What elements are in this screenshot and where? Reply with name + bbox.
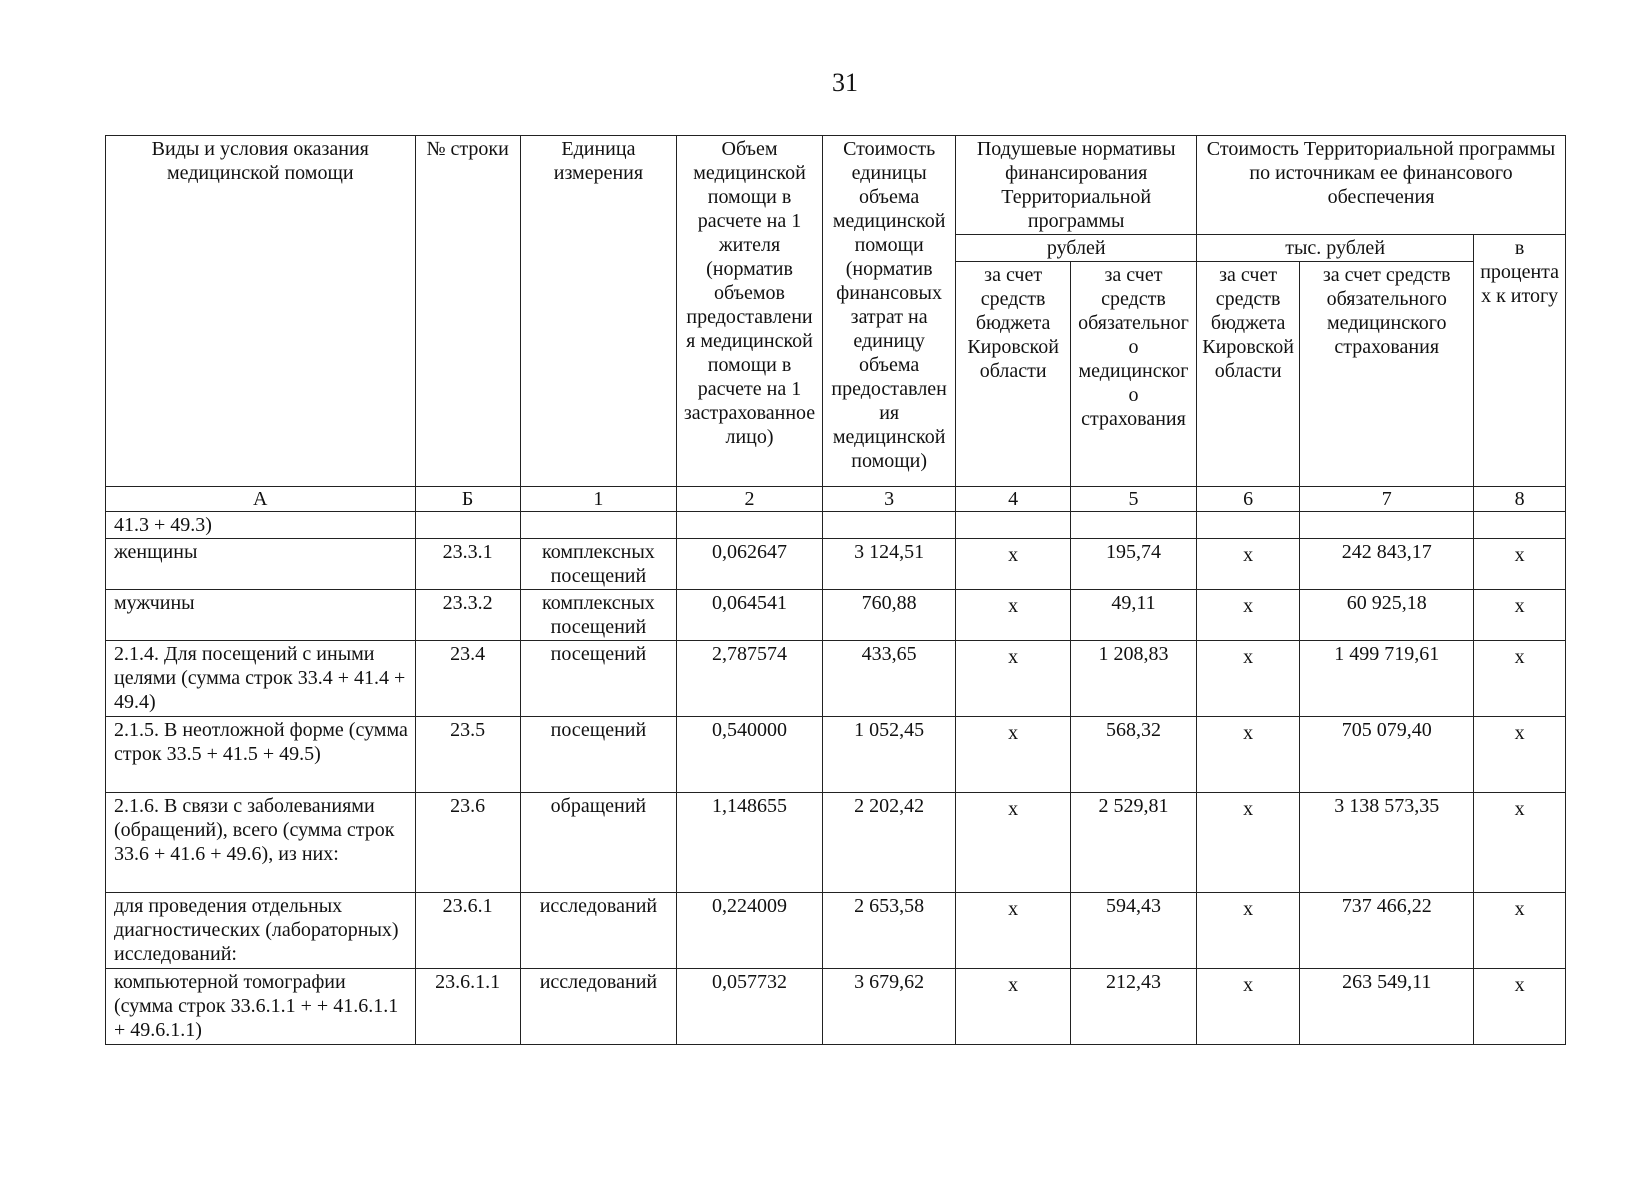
row-percent: х [1474,717,1566,793]
row-label: компьютерной томографии (сумма строк 33.6.1.1 + + 41.6.1.1 + 49.6.1.1) [106,969,416,1045]
row-per-capita-budget: х [956,641,1071,717]
header-per-capita-group: Подушевые нормативы финансирования Территориальной программы [956,136,1197,235]
header-cost-oms: за счет средств обязательного медицинского страхования [1300,262,1474,487]
column-index-row [106,487,1566,512]
row-per-capita-budget: х [956,793,1071,893]
row-per-capita-budget: х [956,969,1071,1045]
row-unit: посещений [520,717,676,793]
row-unit-cost: 760,88 [822,590,955,641]
table-row [106,590,1566,641]
header-unit-cost: Стоимость единицы объема медицинской помощи (норматив финансовых затрат на единицу объема предоставления медицинской помощи) [822,136,955,487]
row-cost-oms: 60 925,18 [1300,590,1474,641]
row-per-capita-oms: 568,32 [1070,717,1196,793]
row-cost-oms: 242 843,17 [1300,539,1474,590]
row-label: 2.1.5. В неотложной форме (сумма строк 33.5 + 41.5 + 49.5) [106,717,416,793]
row-cost-oms: 705 079,40 [1300,717,1474,793]
header-services-type: Виды и условия оказания медицинской помощи [106,136,416,487]
column-index: 8 [1474,487,1566,512]
row-per-capita-oms: 195,74 [1070,539,1196,590]
header-per-capita-regional-budget: за счет средств бюджета Кировской области [956,262,1071,487]
header-unit-rubles: рублей [956,235,1197,262]
row-volume: 2,787574 [677,641,823,717]
row-per-capita-budget: х [956,590,1071,641]
row-per-capita-oms: 49,11 [1070,590,1196,641]
row-cost-oms: 737 466,22 [1300,893,1474,969]
table-row [106,893,1566,969]
row-number: 23.6.1 [415,893,520,969]
row-volume: 0,064541 [677,590,823,641]
row-percent: х [1474,590,1566,641]
column-index: 3 [822,487,955,512]
row-unit: обращений [520,793,676,893]
row-number: 23.3.1 [415,539,520,590]
row-unit: исследований [520,893,676,969]
row-label: мужчины [106,590,416,641]
row-cost-budget: х [1197,793,1300,893]
header-percent-of-total: в процентах к итогу [1474,235,1566,487]
header-unit: Единица измерения [520,136,676,487]
row-cost-oms: 1 499 719,61 [1300,641,1474,717]
header-volume-per-resident: Объем медицинской помощи в расчете на 1 жителя (норматив объемов предоставления медицинской помощи в расчете на 1 застрахованное лицо) [677,136,823,487]
territorial-program-table [105,135,1566,1045]
row-percent: х [1474,539,1566,590]
column-index: Б [415,487,520,512]
row-unit-cost: 2 653,58 [822,893,955,969]
column-index: 1 [520,487,676,512]
row-cost-budget: х [1197,539,1300,590]
column-index: 7 [1300,487,1474,512]
row-unit: комплексных посещений [520,539,676,590]
row-label: 2.1.4. Для посещений с иными целями (сумма строк 33.4 + 41.4 + 49.4) [106,641,416,717]
row-per-capita-oms: 2 529,81 [1070,793,1196,893]
row-number: 23.5 [415,717,520,793]
row-percent: х [1474,969,1566,1045]
header-per-capita-oms: за счет средств обязательного медицинского страхования [1070,262,1196,487]
table-row [106,717,1566,793]
header-cost-regional-budget: за счет средств бюджета Кировской области [1197,262,1300,487]
row-unit: комплексных посещений [520,590,676,641]
row-unit-cost: 2 202,42 [822,793,955,893]
row-per-capita-oms: 1 208,83 [1070,641,1196,717]
row-label: 41.3 + 49.3) [106,512,416,539]
row-percent: х [1474,793,1566,893]
table-row [106,969,1566,1045]
header-unit-thousand-rubles: тыс. рублей [1197,235,1474,262]
row-percent: х [1474,893,1566,969]
header-program-cost-group: Стоимость Территориальной программы по источникам ее финансового обеспечения [1197,136,1566,235]
row-cost-budget: х [1197,893,1300,969]
row-volume: 0,224009 [677,893,823,969]
row-number: 23.6.1.1 [415,969,520,1045]
row-cost-budget: х [1197,969,1300,1045]
row-percent: х [1474,641,1566,717]
row-per-capita-oms: 594,43 [1070,893,1196,969]
row-cost-oms: 263 549,11 [1300,969,1474,1045]
row-label: 2.1.6. В связи с заболеваниями (обращений), всего (сумма строк 33.6 + 41.6 + 49.6), из них: [106,793,416,893]
row-number: 23.3.2 [415,590,520,641]
row-cost-budget: х [1197,641,1300,717]
column-index: 2 [677,487,823,512]
column-index: 4 [956,487,1071,512]
row-cost-budget: х [1197,717,1300,793]
row-unit-cost: 1 052,45 [822,717,955,793]
row-label: женщины [106,539,416,590]
row-unit-cost: 3 124,51 [822,539,955,590]
continuation-row [106,512,1566,539]
row-volume: 0,057732 [677,969,823,1045]
row-volume: 0,540000 [677,717,823,793]
table-row [106,539,1566,590]
column-index: 5 [1070,487,1196,512]
row-number: 23.6 [415,793,520,893]
row-unit-cost: 3 679,62 [822,969,955,1045]
row-volume: 1,148655 [677,793,823,893]
row-cost-oms: 3 138 573,35 [1300,793,1474,893]
row-label: для проведения отдельных диагностических (лабораторных) исследований: [106,893,416,969]
row-unit: посещений [520,641,676,717]
row-per-capita-budget: х [956,539,1071,590]
row-number: 23.4 [415,641,520,717]
row-cost-budget: х [1197,590,1300,641]
row-unit-cost: 433,65 [822,641,955,717]
row-volume: 0,062647 [677,539,823,590]
row-per-capita-budget: х [956,893,1071,969]
row-unit: исследований [520,969,676,1045]
header-row-number: № строки [415,136,520,487]
table-row [106,793,1566,893]
row-per-capita-budget: х [956,717,1071,793]
header-row-1 [106,136,1566,235]
column-index: 6 [1197,487,1300,512]
column-index: А [106,487,416,512]
row-per-capita-oms: 212,43 [1070,969,1196,1045]
table-row [106,641,1566,717]
page-number: 31 [832,68,858,97]
